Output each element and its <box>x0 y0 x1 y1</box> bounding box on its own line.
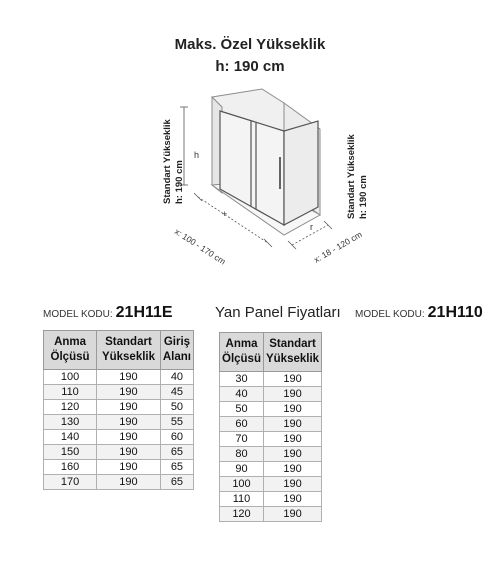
side-panel-title: Yan Panel Fiyatları <box>215 304 341 321</box>
table-cell: 190 <box>263 387 321 402</box>
table-row <box>44 475 194 490</box>
table-cell: 190 <box>97 475 161 490</box>
table-row <box>44 445 194 460</box>
table-cell: 190 <box>263 432 321 447</box>
table-cell: 170 <box>44 475 97 490</box>
table-cell: 120 <box>220 507 264 522</box>
table-cell: 190 <box>97 445 161 460</box>
table-cell: 45 <box>160 385 193 400</box>
table-cell: 65 <box>160 475 193 490</box>
width-marker: + <box>222 209 228 219</box>
side-panel <box>284 121 318 225</box>
table-cell: 150 <box>44 445 97 460</box>
table-cell: 65 <box>160 445 193 460</box>
table-cell: 140 <box>44 430 97 445</box>
table-header-row <box>220 333 322 372</box>
table-cell: 190 <box>97 385 161 400</box>
main-model-code: MODEL KODU: 21H11E <box>43 304 173 321</box>
table-cell: 110 <box>220 492 264 507</box>
table-row <box>44 415 194 430</box>
width-range: x: 100 - 170 cm <box>172 226 228 267</box>
table-cell: 30 <box>220 372 264 387</box>
table-cell: 190 <box>263 462 321 477</box>
depth-range: x: 18 - 120 cm <box>312 229 364 265</box>
table-cell: 65 <box>160 460 193 475</box>
table-cell: 190 <box>97 400 161 415</box>
table-cell: 120 <box>44 400 97 415</box>
right-height-label: Standart Yükseklik h: 190 cm <box>346 134 369 219</box>
table-row <box>220 507 322 522</box>
table-cell: 130 <box>44 415 97 430</box>
table-row <box>44 460 194 475</box>
table-cell: 190 <box>263 447 321 462</box>
table-row <box>220 372 322 387</box>
table-row <box>44 430 194 445</box>
table-row <box>220 417 322 432</box>
table-cell: 110 <box>44 385 97 400</box>
side-panel-table <box>219 332 322 522</box>
table-row <box>44 385 194 400</box>
header-standart-yukseklik: Standart Yükseklik <box>263 333 321 372</box>
max-height-value: h: 190 cm <box>215 58 285 75</box>
table-cell: 190 <box>263 417 321 432</box>
table-cell: 100 <box>44 370 97 385</box>
table-row <box>44 370 194 385</box>
table-cell: 50 <box>160 400 193 415</box>
table-cell: 160 <box>44 460 97 475</box>
main-size-table <box>43 330 194 490</box>
table-cell: 190 <box>263 507 321 522</box>
table-row <box>220 447 322 462</box>
table-row <box>44 400 194 415</box>
table-cell: 190 <box>263 372 321 387</box>
page-title: Maks. Özel Yükseklik <box>174 36 326 53</box>
table-cell: 90 <box>220 462 264 477</box>
table-cell: 190 <box>97 415 161 430</box>
header-anma-olcusu: Anma Ölçüsü <box>220 333 264 372</box>
table-row <box>220 402 322 417</box>
table-cell: 190 <box>263 492 321 507</box>
table-cell: 80 <box>220 447 264 462</box>
table-cell: 40 <box>160 370 193 385</box>
table-row <box>220 492 322 507</box>
depth-marker: r <box>310 222 313 232</box>
header-standart-yukseklik: Standart Yükseklik <box>97 331 161 370</box>
table-cell: 190 <box>263 402 321 417</box>
header-giris-alani: Giriş Alanı <box>160 331 193 370</box>
table-cell: 100 <box>220 477 264 492</box>
table-cell: 70 <box>220 432 264 447</box>
table-row <box>220 462 322 477</box>
table-cell: 60 <box>160 430 193 445</box>
table-row <box>220 387 322 402</box>
table-row <box>220 477 322 492</box>
left-height-label: Standart Yükseklik h: 190 cm <box>162 119 185 204</box>
table-row <box>220 432 322 447</box>
table-cell: 60 <box>220 417 264 432</box>
table-cell: 55 <box>160 415 193 430</box>
table-header-row <box>44 331 194 370</box>
table-cell: 50 <box>220 402 264 417</box>
header-anma-olcusu: Anma Ölçüsü <box>44 331 97 370</box>
table-cell: 190 <box>97 460 161 475</box>
table-cell: 190 <box>97 430 161 445</box>
table-cell: 190 <box>263 477 321 492</box>
table-cell: 40 <box>220 387 264 402</box>
side-model-code: MODEL KODU: 21H110 <box>355 304 483 321</box>
table-cell: 190 <box>97 370 161 385</box>
height-marker: h <box>194 150 200 160</box>
